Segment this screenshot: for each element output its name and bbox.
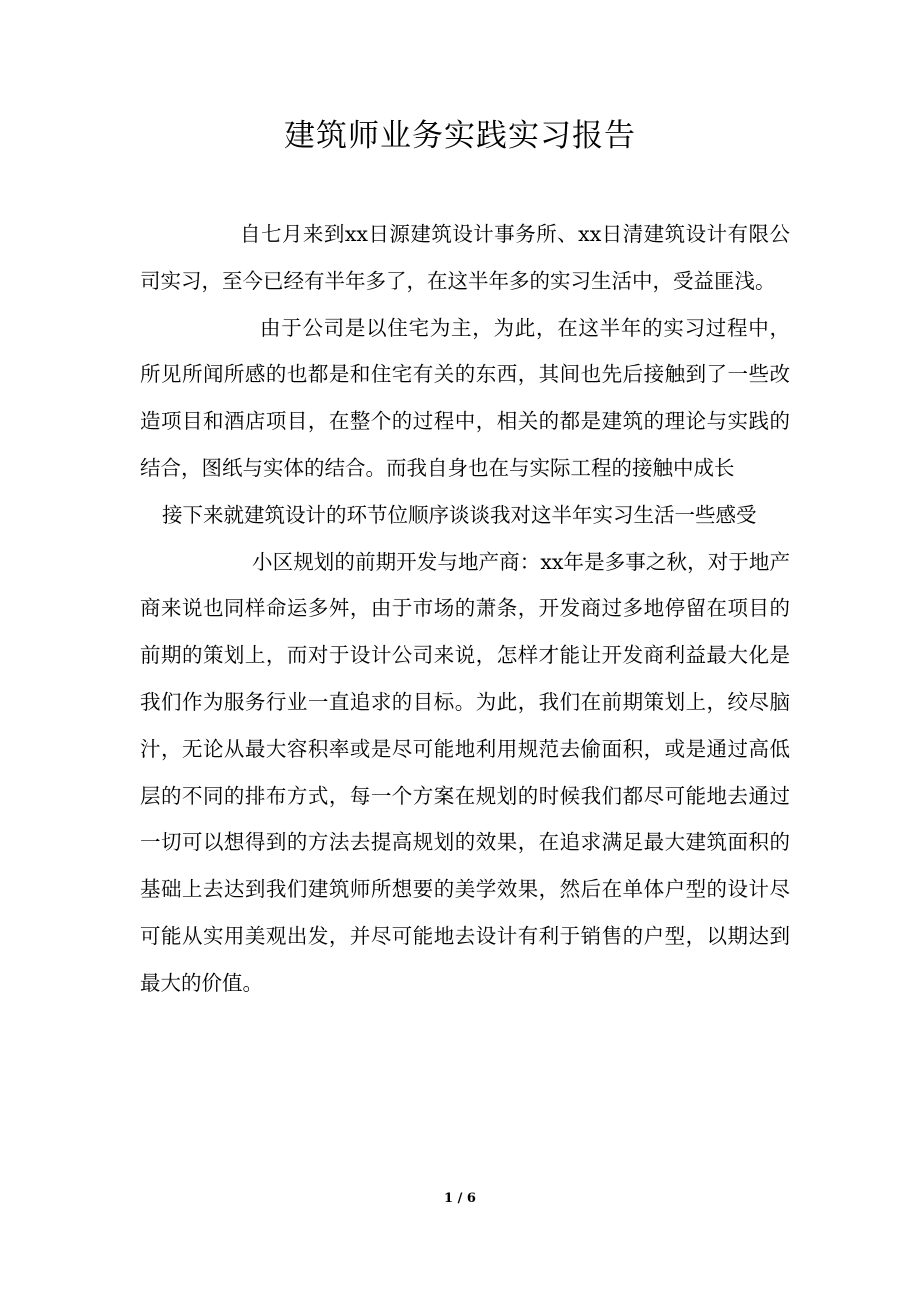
paragraph-planning-developers: 小区规划的前期开发与地产商：xx年是多事之秋，对于地产商来说也同样命运多舛，由于市场的萧条，开发商过多地停留在项目的前期的策划上，而对于设计公司来说，怎样才能让开发商利益最大化是我们作为服务行业一直追求的目标。为此，我们在前期策划上，绞尽脑汁，无论从最大容积率或是尽可能地利用规范去偷面积，或是通过高低层的不同的排布方式，每一个方案在规划的时候我们都尽可能地去通过一切可以想得到的方法去提高规划的效果，在追求满足最大建筑面积的基础上去达到我们建筑师所想要的美学效果，然后在单体户型的设计尽可能从实用美观出发，并尽可能地去设计有利于销售的户型，以期达到最大的价值。 bbox=[140, 549, 790, 995]
paragraph-design-stages: 接下来就建筑设计的环节位顺序谈谈我对这半年实习生活一些感受 bbox=[162, 502, 757, 527]
document-title: 建筑师业务实践实习报告 bbox=[284, 118, 636, 154]
page-number: 1 / 6 bbox=[444, 1191, 476, 1206]
document-body bbox=[140, 211, 790, 1007]
paragraph-residential-focus: 由于公司是以住宅为主，为此，在这半年的实习过程中，所见所闻所感的也都是和住宅有关的东西，其间也先后接触到了一些改造项目和酒店项目，在整个的过程中，相关的都是建筑的理论与实践的结合，图纸与实体的结合。而我自身也在与实际工程的接触中成长 bbox=[140, 315, 790, 480]
paragraph-internship-intro: 自七月来到xx日源建筑设计事务所、xx日清建筑设计有限公司实习，至今已经有半年多了，在这半年多的实习生活中，受益匪浅。 bbox=[140, 222, 790, 293]
